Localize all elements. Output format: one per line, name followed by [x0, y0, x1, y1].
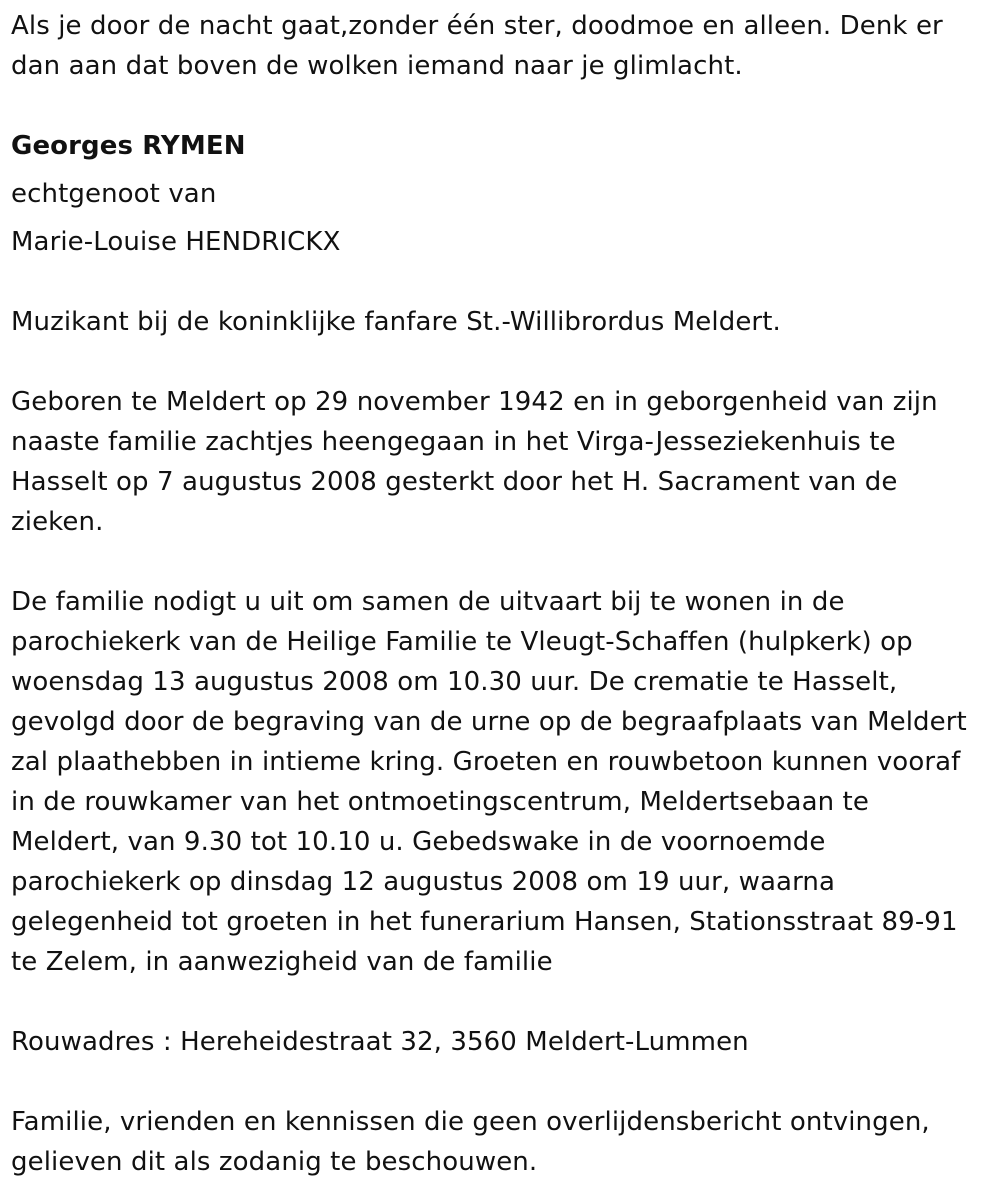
quote-line: dan aan dat boven de wolken iemand naar je glimlacht.: [11, 51, 743, 81]
birth-death-line: Hasselt op 7 augustus 2008 gesterkt door het H. Sacrament van de: [11, 467, 898, 497]
address-text: Rouwadres : Hereheidestraat 32, 3560 Meldert-Lummen: [11, 1027, 749, 1057]
funeral-info-line: gevolgd door de begraving van de urne op de begraafplaats van Meldert: [11, 707, 967, 737]
funeral-info-paragraph: [11, 582, 991, 982]
occupation-text: Muzikant bij de koninklijke fanfare St.-Willibrordus Meldert.: [11, 307, 781, 337]
funeral-info-line: te Zelem, in aanwezigheid van de familie: [11, 947, 553, 977]
funeral-info-line: Meldert, van 9.30 tot 10.10 u. Gebedswake in de voornoemde: [11, 827, 826, 857]
spouse-name: Marie-Louise HENDRICKX: [11, 227, 341, 257]
closing-paragraph: [11, 1102, 991, 1182]
relation-text: echtgenoot van: [11, 179, 217, 209]
funeral-info-line: De familie nodigt u uit om samen de uitvaart bij te wonen in de: [11, 587, 845, 617]
funeral-info-line: parochiekerk op dinsdag 12 augustus 2008 om 19 uur, waarna: [11, 867, 836, 897]
funeral-info-line: zal plaathebben in intieme kring. Groeten en rouwbetoon kunnen vooraf: [11, 747, 961, 777]
quote-paragraph: [11, 6, 991, 86]
funeral-info-line: woensdag 13 augustus 2008 om 10.30 uur. De crematie te Hasselt,: [11, 667, 898, 697]
deceased-name: Georges RYMEN: [11, 131, 246, 161]
birth-death-line: zieken.: [11, 507, 104, 537]
birth-death-line: Geboren te Meldert op 29 november 1942 en in geborgenheid van zijn: [11, 387, 938, 417]
closing-line: Familie, vrienden en kennissen die geen overlijdensbericht ontvingen,: [11, 1107, 930, 1137]
funeral-info-line: parochiekerk van de Heilige Familie te Vleugt-Schaffen (hulpkerk) op: [11, 627, 913, 657]
closing-line: gelieven dit als zodanig te beschouwen.: [11, 1147, 538, 1177]
funeral-info-line: in de rouwkamer van het ontmoetingscentrum, Meldertsebaan te: [11, 787, 869, 817]
birth-death-paragraph: [11, 382, 991, 542]
quote-line: Als je door de nacht gaat,zonder één ster, doodmoe en alleen. Denk er: [11, 11, 943, 41]
birth-death-line: naaste familie zachtjes heengegaan in het Virga-Jesseziekenhuis te: [11, 427, 896, 457]
funeral-info-line: gelegenheid tot groeten in het funerarium Hansen, Stationsstraat 89-91: [11, 907, 958, 937]
